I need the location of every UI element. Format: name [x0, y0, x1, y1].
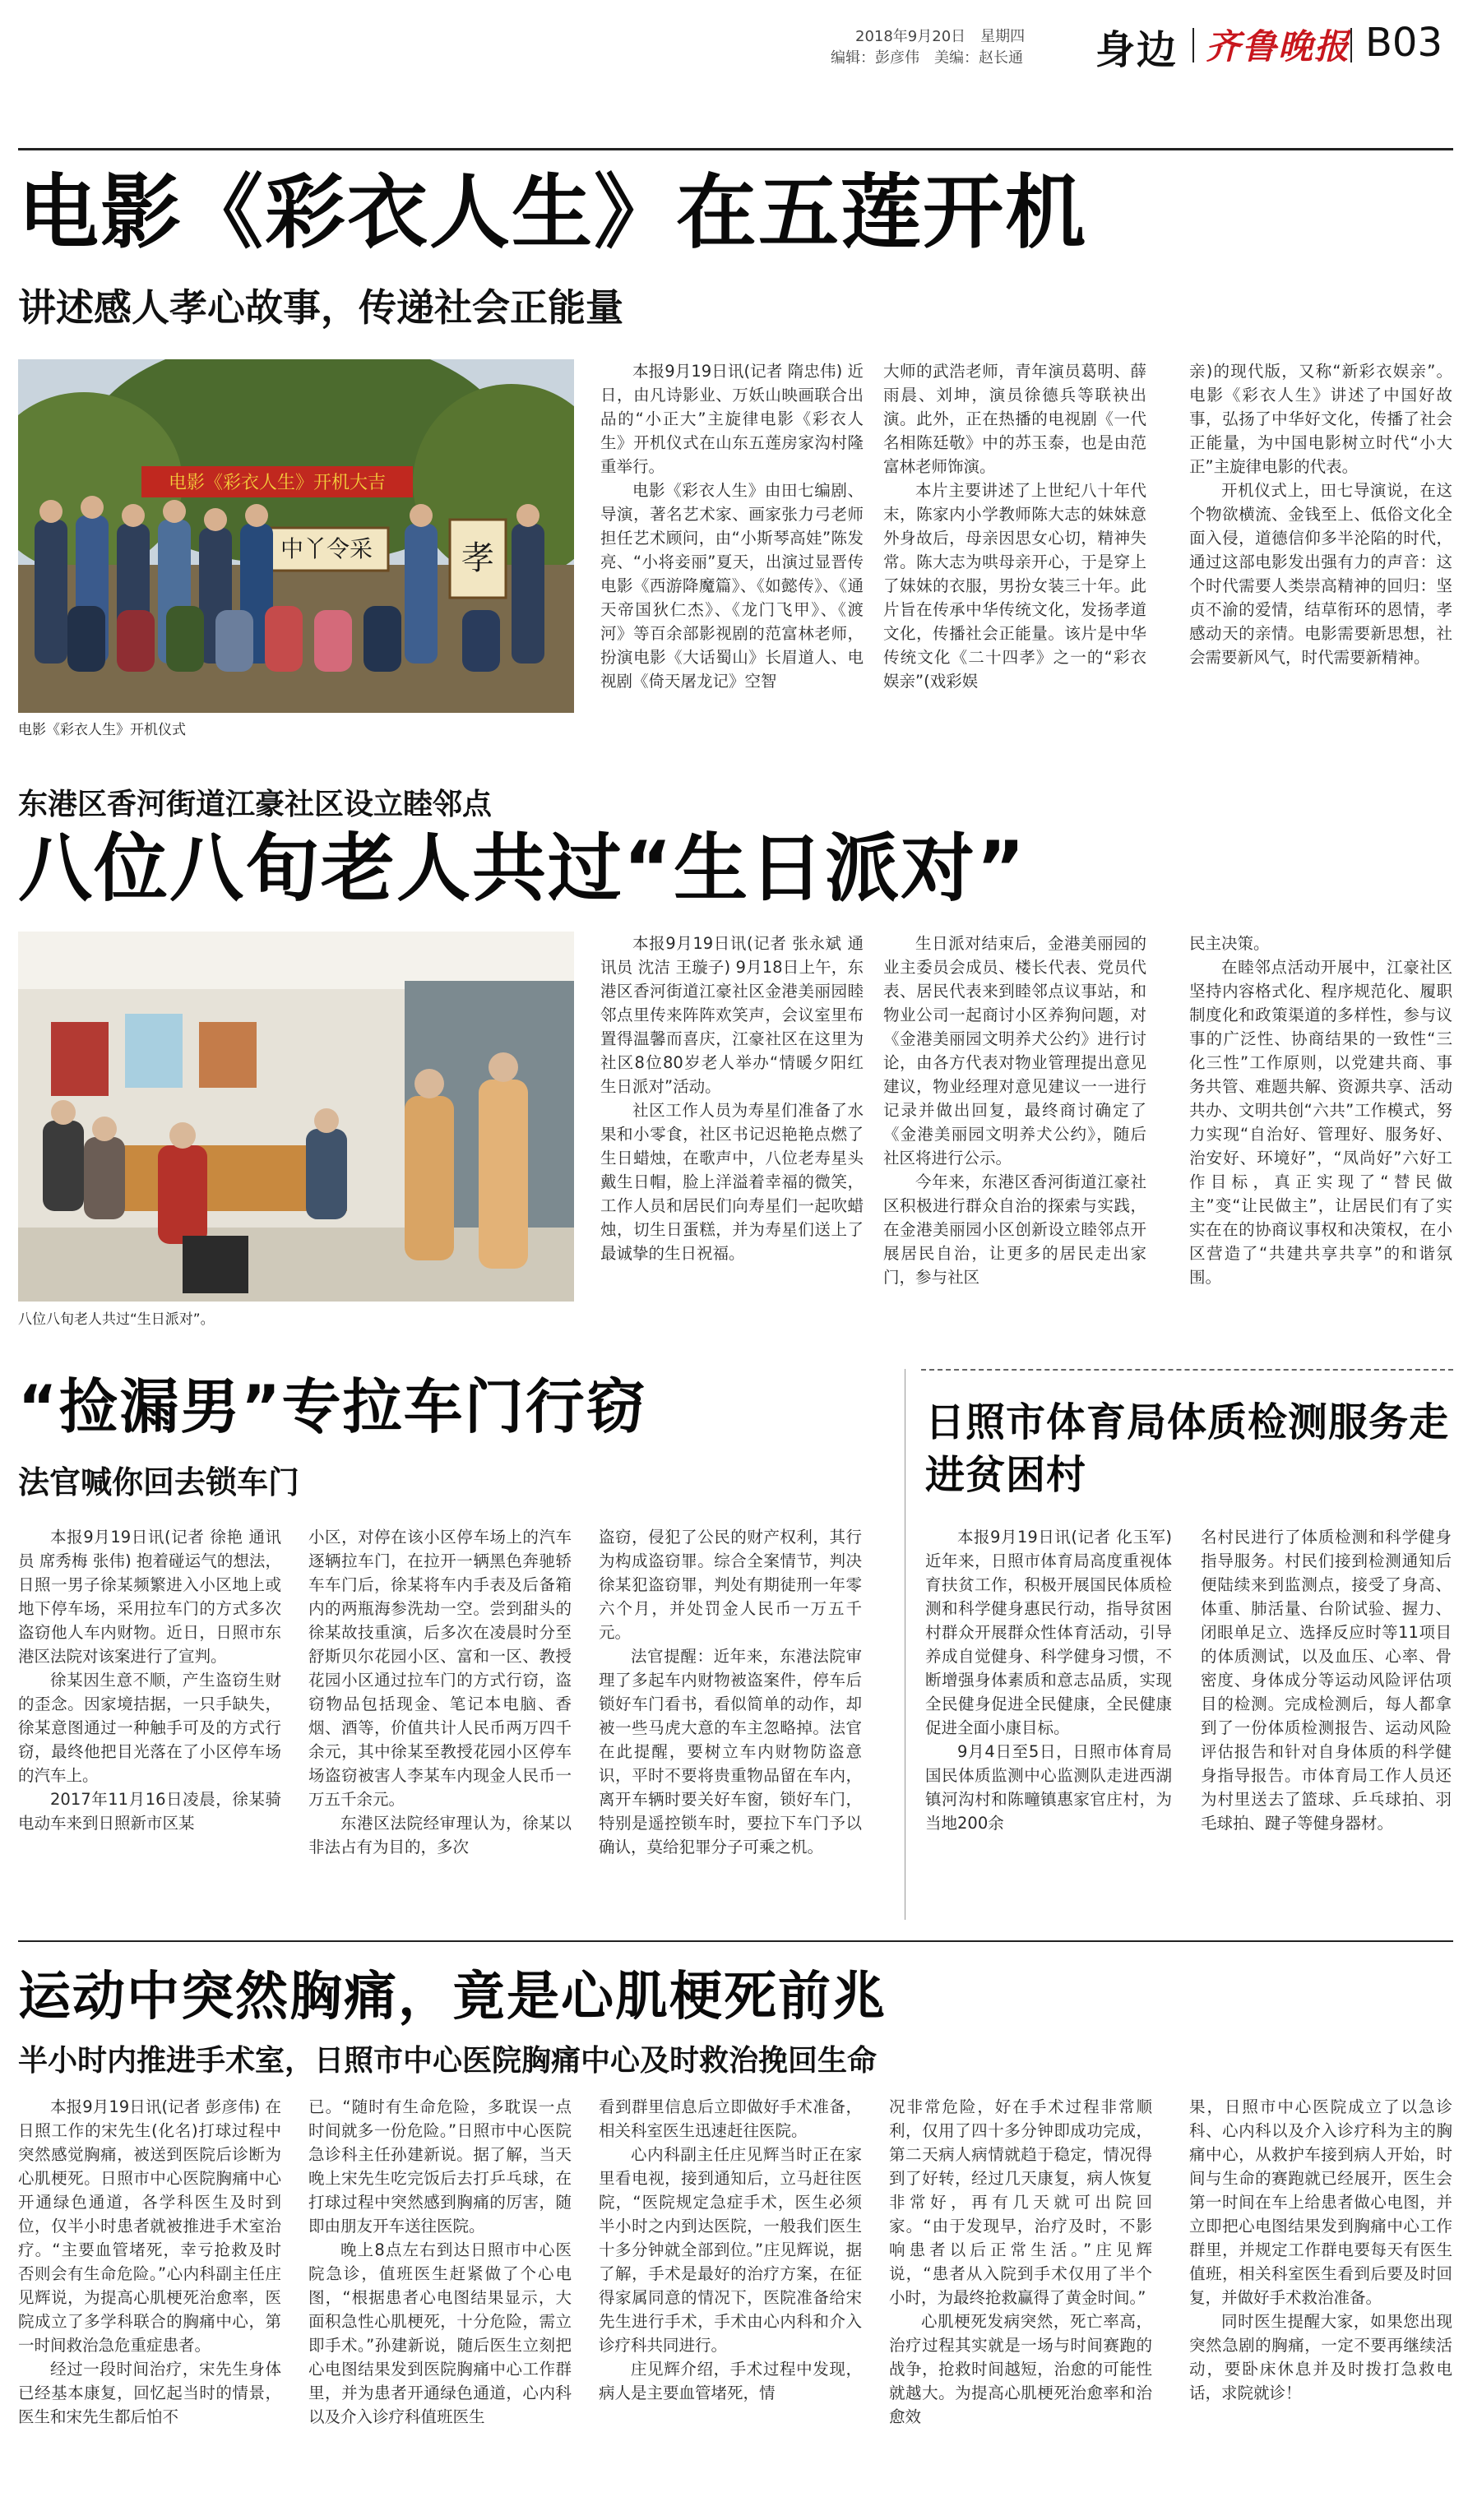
paragraph: 小区，对停在该小区停车场上的汽车逐辆拉车门，在拉开一辆黑色奔驰轿车车门后，徐某将车内手表及后备箱内的两瓶海参洗劫一空。尝到甜头的徐某故技重演，后多次在凌晨时分至舒斯贝尔花园小区、富和一区、教授花园小区通过拉车门的方式行窃，盗窃物品包括现金、笔记本电脑、香烟、酒等，价值共计人民币两万四千余元，其中徐某至教授花园小区停车场盗窃被害人李某车内现金人民币一万五千余元。	[308, 1528, 572, 1809]
article-column	[925, 1525, 1172, 1920]
paragraph: 生日派对结束后，金港美丽园的业主委员会成员、楼长代表、党员代表、居民代表来到睦邻点议事站，和物业公司一起商讨小区养狗问题，对《金港美丽园文明养犬公约》进行讨论，由各方代表对物业管理提出意见建议，物业经理对意见建议一一进行记录并做出回复，最终商讨确定了《金港美丽园文明养犬公约》，随后社区将进行公示。	[883, 934, 1146, 1168]
paragraph: 名村民进行了体质检测和科学健身指导服务。村民们接到检测通知后便陆续来到监测点，接受了身高、体重、肺活量、台阶试验、握力、闭眼单足立、选择反应时等11项目的体质测试，以及血压、心率、骨密度、身体成分等运动风险评估项目的检测。完成检测后，每人都拿到了一份体质检测报告、运动风险评估报告和针对自身体质的科学健身指导报告。市体育局工作人员还为村里送去了篮球、乒乓球拍、羽毛球拍、踺子等健身器材。	[1201, 1528, 1452, 1833]
headline: 日照市体育局体质检测服务走进贫困村	[925, 1399, 1450, 1498]
ceremony-photo-illustration	[18, 359, 574, 713]
photo-caption: 八位八旬老人共过“生日派对”。	[18, 1311, 215, 1328]
newspaper-logo: 齐鲁晚报	[1206, 26, 1351, 67]
paragraph: 心肌梗死发病突然，死亡率高，治疗过程其实就是一场与时间赛跑的战争，抢救时间越短，治愈的可能性就越大。为提高心肌梗死治愈率和治愈效	[889, 2312, 1152, 2426]
paragraph: 晚上8点左右到达日照市中心医院急诊，值班医生赶紧做了个心电图，“根据患者心电图结果显示，大面积急性心肌梗死，十分危险，需立即手术。”孙建新说，随后医生立刻把心电图结果发到医院胸痛中心工作群里，并为患者开通绿色通道，心内科以及介入诊疗科值班医生	[308, 2240, 572, 2426]
subheadline: 法官喊你回去锁车门	[18, 1464, 300, 1500]
kicker: 东港区香河街道江豪社区设立睦邻点	[18, 788, 493, 821]
subheadline: 讲述感人孝心故事，传递社会正能量	[18, 285, 623, 330]
paragraph: 本报9月19日讯(记者 隋忠伟) 近日，由凡诗影业、万妖山映画联合出品的“小正大”主旋律电影《彩衣人生》开机仪式在山东五莲房家沟村隆重举行。	[600, 362, 864, 476]
photo-birthday-party	[18, 932, 574, 1302]
headline: 电影《彩衣人生》在五莲开机	[18, 166, 1088, 260]
paragraph: 大师的武浩老师，青年演员葛明、薛雨晨、刘坤，演员徐德兵等联袂出演。此外，正在热播的电视剧《一代名相陈廷敬》中的苏玉泰，也是由范富林老师饰演。	[883, 362, 1146, 476]
masthead-rule	[18, 148, 1453, 150]
paragraph: 在睦邻点活动开展中，江豪社区坚持内容格式化、程序规范化、履职制度化和政策渠道的多样性，参与议事的广泛性、协商结果的一致性“三化三性”工作原则，以党建共商、事务共管、难题共解、资源共享、活动共办、文明共创“六共”工作模式，努力实现“自治好、管理好、服务好、治安好、环境好”，“凤尚好”六好工作目标，真正实现了“替民做主”变“让民做主”，让居民们有了实实在在的协商议事权和决策权，在小区营造了“共建共享共享”的和谐氛围。	[1189, 958, 1452, 1287]
page-number: B03	[1365, 20, 1443, 66]
masthead-divider	[1192, 28, 1194, 62]
paragraph: 本报9月19日讯(记者 徐艳 通讯员 席秀梅 张伟) 抱着碰运气的想法，日照一男子徐某频繁进入小区地上或地下停车场，采用拉车门的方式多次盗窃他人车内财物。近日，日照市东港区法院对该案进行了宣判。	[18, 1528, 281, 1666]
paragraph: 民主决策。	[1189, 934, 1270, 953]
paragraph: 经过一段时间治疗，宋先生身体已经基本康复，回忆起当时的情景，医生和宋先生都后怕不	[18, 2360, 281, 2426]
paragraph: 法官提醒：近年来，东港法院审理了多起车内财物被盗案件，停车后锁好车门看书，看似简单的动作，却被一些马虎大意的车主忽略掉。法官在此提醒，要树立车内财物防盗意识，平时不要将贵重物品留在车内，离开车辆时要关好车窗，锁好车门，特别是遥控锁车时，要拉下车门予以确认，莫给犯罪分子可乘之机。	[599, 1647, 862, 1856]
paragraph: 2017年11月16日凌晨，徐某骑电动车来到日照新市区某	[18, 1790, 281, 1833]
paragraph: 本报9月19日讯(记者 张永斌 通讯员 沈洁 王璇子) 9月18日上午，东港区香河街道江豪社区金港美丽园睦邻点里传来阵阵欢笑声，会议室里布置得温馨而喜庆，江豪社区在这里为社区8位80岁老人举办“情暖夕阳红生日派对”活动。	[600, 934, 864, 1096]
article-column	[599, 1525, 862, 1920]
article-column	[18, 1525, 281, 1920]
article-column	[1189, 359, 1452, 750]
paragraph: 看到群里信息后立即做好手术准备，相关科室医生迅速赶往医院。	[599, 2097, 862, 2140]
paragraph: 本报9月19日讯(记者 彭彦伟) 在日照工作的宋先生(化名)打球过程中突然感觉胸痛，被送到医院后诊断为心肌梗死。日照市中心医院胸痛中心开通绿色通道，各学科医生及时到位，仅半小时患者就被推进手术室治疗。“主要血管堵死，幸亏抢救及时否则会有生命危险。”心内科副主任庄见辉说，为提高心肌梗死治愈率，医院成立了多学科联合的胸痛中心，第一时间救治急危重症患者。	[18, 2097, 281, 2355]
paragraph: 已。“随时有生命危险，多耽误一点时间就多一份危险。”日照市中心医院急诊科主任孙建新说。据了解，当天晚上宋先生吃完饭后去打乒乓球，在打球过程中突然感到胸痛的厉害，随即由朋友开车送往医院。	[308, 2097, 572, 2236]
section-rule	[18, 1940, 1453, 1942]
headline: “捡漏男”专拉车门行窃	[18, 1372, 647, 1441]
section-name: 身边	[1095, 27, 1179, 73]
paragraph: 同时医生提醒大家，如果您出现突然急剧的胸痛，一定不要再继续活动，要卧床休息并及时拨打急救电话，求院就诊！	[1189, 2312, 1452, 2402]
article-column	[1201, 1525, 1452, 1920]
headline: 运动中突然胸痛，竟是心肌梗死前兆	[18, 1967, 887, 2028]
paragraph: 庄见辉介绍，手术过程中发现，病人是主要血管堵死，情	[599, 2360, 862, 2402]
paragraph: 9月4日至5日，日照市体育局国民体质监测中心监测队走进西湖镇河沟村和陈疃镇惠家官庄村，为当地200余	[925, 1742, 1172, 1833]
article-column	[889, 2095, 1152, 2506]
article-column	[308, 1525, 572, 1920]
article-column	[883, 359, 1146, 750]
paragraph: 盗窃，侵犯了公民的财产权利，其行为构成盗窃罪。综合全案情节，判决徐某犯盗窃罪，判处有期徒刑一年零六个月，并处罚金人民币一万五千元。	[599, 1528, 862, 1642]
paragraph: 亲)的现代版，又称“新彩衣娱亲”。电影《彩衣人生》讲述了中国好故事，弘扬了中华好文化，传播了社会正能量，为中国电影树立时代“小大正”主旋律电影的代表。	[1189, 362, 1452, 476]
article-column	[883, 932, 1146, 1330]
photo-caption: 电影《彩衣人生》开机仪式	[18, 722, 186, 738]
headline: 八位八旬老人共过“生日派对”	[18, 825, 1027, 912]
article-column	[1189, 932, 1452, 1330]
paragraph: 徐某因生意不顺，产生盗窃生财的歪念。因家境拮据，一只手缺失，徐某意图通过一种触手可及的方式行窃，最终他把目光落在了小区停车场的汽车上。	[18, 1671, 281, 1785]
page-editors: 编辑：彭彦伟 美编：赵长通	[831, 49, 1023, 67]
article-column	[600, 932, 864, 1330]
subheadline: 半小时内推进手术室，日照市中心医院胸痛中心及时救治挽回生命	[18, 2044, 878, 2078]
board-left-text: 中丫令采	[280, 535, 373, 562]
paragraph: 心内科副主任庄见辉当时正在家里看电视，接到通知后，立马赶往医院，“医院规定急症手术，医生必须半小时之内到达医院，一般我们医生十多分钟就全部到位。”庄见辉说，据了解，手术是最好的治疗方案，在征得家属同意的情况下，医院准备给宋先生进行手术，手术由心内科和介入诊疗科共同进行。	[599, 2145, 862, 2355]
paragraph: 果，日照市中心医院成立了以急诊科、心内科以及介入诊疗科为主的胸痛中心，从救护车接到病人开始，时间与生命的赛跑就已经展开，医生会第一时间在车上给患者做心电图，并立即把心电图结果发到胸痛中心工作群里，并规定工作群电要每天有医生值班，相关科室医生看到后要及时回复，并做好手术救治准备。	[1189, 2097, 1452, 2307]
party-photo-illustration	[18, 932, 574, 1302]
paragraph: 东港区法院经审理认为，徐某以非法占有为目的，多次	[308, 1814, 572, 1856]
paragraph: 本报9月19日讯(记者 化玉军) 近年来，日照市体育局高度重视体育扶贫工作，积极开展国民体质检测和科学健身惠民行动，指导贫困村群众开展群众性体育活动，引导养成自觉健身、科学健身习惯，不断增强身体素质和意志品质，实现全民健身促进全民健康，全民健康促进全面小康目标。	[925, 1528, 1172, 1737]
masthead-divider	[1350, 28, 1352, 62]
article-column	[18, 2095, 281, 2506]
paragraph: 电影《彩衣人生》由田七编剧、导演，著名艺术家、画家张力弓老师担任艺术顾问，由“小斯琴高娃”陈发亮、“小将妾丽”夏天，出演过显晋传电影《西游降魔篇》、《如懿传》、《通天帝国狄仁杰》、《龙门飞甲》、《渡河》等百余部影视剧的范富林老师，扮演电影《大话蜀山》长眉道人、电视剧《倚天屠龙记》空智	[600, 481, 864, 691]
paragraph: 社区工作人员为寿星们准备了水果和小零食，社区书记迟艳艳点燃了生日蜡烛，在歌声中，八位老寿星头戴生日帽，脸上洋溢着幸福的微笑，工作人员和居民们向寿星们一起吹蜡烛，切生日蛋糕，并为寿星们送上了最诚挚的生日祝福。	[600, 1101, 864, 1263]
paragraph: 开机仪式上，田七导演说，在这个物欲横流、金钱至上、低俗文化全面入侵，道德信仰多半沦陷的时代，通过这部电影发出强有力的声音：这个时代需要人类崇高精神的回归：坚贞不渝的爱情，结草衔环的恩情，孝感动天的亲情。电影需要新思想，社会需要新风气，时代需要新精神。	[1189, 481, 1452, 667]
article-divider	[921, 1369, 1453, 1371]
article-column	[308, 2095, 572, 2506]
article-column	[1189, 2095, 1452, 2506]
paragraph: 今年来，东港区香河街道江豪社区积极进行群众自治的探索与实践，在金港美丽园小区创新设立睦邻点开展居民自治，让更多的居民走出家门，参与社区	[883, 1172, 1146, 1287]
photo-movie-ceremony	[18, 359, 574, 713]
article-column	[600, 359, 864, 750]
article-column	[599, 2095, 862, 2506]
paragraph: 本片主要讲述了上世纪八十年代末，陈家内小学教师陈大志的妹妹意外身故后，母亲因思女心切，精神失常。陈大志为哄母亲开心，于是穿上了妹妹的衣服，男扮女装三十年。此片旨在传承中华传统文化，发扬孝道文化，传播社会正能量。该片是中华传统文化《二十四孝》之一的“彩衣娱亲”(戏彩娱	[883, 481, 1146, 691]
masthead	[0, 0, 1468, 78]
issue-date: 2018年9月20日 星期四	[855, 28, 1026, 45]
banner-text: 电影《彩衣人生》开机大吉	[168, 473, 387, 493]
board-right-text: 孝	[461, 539, 494, 577]
paragraph: 况非常危险，好在手术过程非常顺利，仅用了四十多分钟即成功完成，第二天病人病情就趋于稳定，情况得到了好转，经过几天康复，病人恢复非常好，再有几天就可出院回家。“由于发现早，治疗及时，不影响患者以后正常生活。”庄见辉说，“患者从入院到手术仅用了半个小时，为最终抢救赢得了黄金时间。”	[889, 2097, 1152, 2307]
